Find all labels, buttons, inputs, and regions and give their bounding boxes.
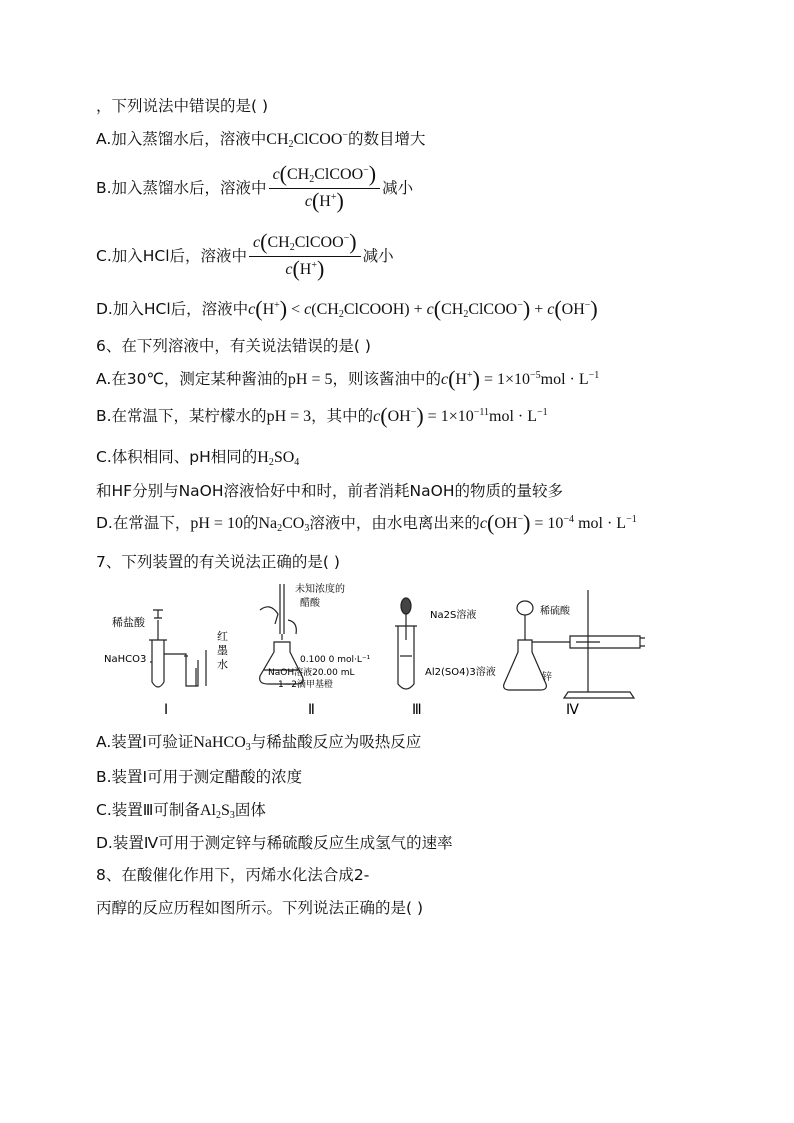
apparatus-figure xyxy=(100,580,645,720)
q8-stem-line-1: 8、在酸催化作用下，丙烯水化法合成2- xyxy=(96,866,370,884)
q6-option-c: C.体积相同、pH相同的$H_2SO_4$ xyxy=(96,448,300,468)
q5-option-d: D.加入HCl后，溶液中$c(H^+) < c(CH_2ClCOOH)$ + $c(CH_2ClCOO^-) + c(OH^-)$ xyxy=(96,296,598,321)
apparatus-i xyxy=(149,610,206,687)
fraction: $\frac{c(CH_2ClCOO^-)}{c(H^+)}$ xyxy=(249,232,361,281)
q7-option-a: A.装置Ⅰ可验证NaHCO$_3$与稀盐酸反应为吸热反应 xyxy=(96,733,422,753)
fig-i-acid-label: 稀盐酸 xyxy=(112,616,145,629)
fig-ii-top-label-1: 未知浓度的 xyxy=(295,584,345,595)
q5-stem: ，下列说法中错误的是( ) xyxy=(96,97,269,115)
fig-ii-indicator-label: 1~2滴甲基橙 xyxy=(278,680,333,690)
q5-option-b: B.加入蒸馏水后，溶液中 $\frac{c(CH_2ClCOO^-)}{c(H^+)}$ 减小 xyxy=(96,161,414,213)
q5-option-c: C.加入HCl后，溶液中 $\frac{c(CH_2ClCOO^-)}{c(H^+)}$ 减小 xyxy=(96,229,394,281)
fig-i-ink-label-1: 红 xyxy=(217,630,228,643)
fig-iii-label: Ⅲ xyxy=(412,702,422,718)
q6-option-c-continued: 和HF分别与NaOH溶液恰好中和时，前者消耗NaOH的物质的量较多 xyxy=(96,482,563,500)
fig-ii-label: Ⅱ xyxy=(308,702,315,718)
q7-option-b: B.装置Ⅰ可用于测定醋酸的浓度 xyxy=(96,768,303,786)
q7-option-c: C.装置Ⅲ可制备$Al_2S_3$固体 xyxy=(96,801,266,821)
fraction: $\frac{c(CH_2ClCOO^-)}{c(H^+)}$ xyxy=(269,164,381,213)
q6-stem: 6、在下列溶液中，有关说法错误的是( ) xyxy=(96,337,371,355)
fig-i-ink-label-2: 墨 xyxy=(217,644,228,657)
fig-ii-conc-label: 0.100 0 mol·L⁻¹ xyxy=(300,655,371,665)
fig-i-salt-label: NaHCO3 xyxy=(104,654,147,665)
apparatus-iii xyxy=(395,598,417,689)
fig-iii-top-label: Na2S溶液 xyxy=(430,610,477,621)
fig-i-ink-label-3: 水 xyxy=(217,658,228,671)
fig-iv-acid-label: 稀硫酸 xyxy=(540,606,570,617)
q6-option-a: A.在30℃，测定某种酱油的pH = 5，则该酱油中的$c(H^+) = 1\times 10^{-5}mol \cdot L^{-1}$ xyxy=(96,366,600,391)
fig-iv-label: Ⅳ xyxy=(566,702,579,718)
fig-iv-metal-label: 锌 xyxy=(542,672,552,683)
fig-ii-naoh-label: NaOH溶液20.00 mL xyxy=(268,668,355,678)
apparatus-iv xyxy=(504,590,645,698)
fig-ii-top-label-2: 醋酸 xyxy=(300,598,320,609)
fig-i-label: Ⅰ xyxy=(164,702,169,718)
q8-stem-line-2: 丙醇的反应历程如图所示。下列说法正确的是( ) xyxy=(96,899,424,917)
q6-option-b: B.在常温下，某柠檬水的pH = 3，其中的$c(OH^-) = 1\times 10^{-11}mol \cdot L^{-1}$ xyxy=(96,403,548,428)
q7-option-d: D.装置Ⅳ可用于测定锌与稀硫酸反应生成氢气的速率 xyxy=(96,834,453,852)
q5-option-a: A.加入蒸馏水后，溶液中$CH_2ClCOO^-$的数目增大 xyxy=(96,130,426,150)
fig-iii-bottom-label: Al2(SO4)3溶液 xyxy=(425,667,496,678)
q6-option-d: D.在常温下，pH = 10的$Na_2CO_3$溶液中，由水电离出来的$c(OH^-) = 10^{-4}$ mol · $L^{-1}$ xyxy=(96,510,637,535)
q7-stem: 7、下列装置的有关说法正确的是( ) xyxy=(96,553,340,571)
